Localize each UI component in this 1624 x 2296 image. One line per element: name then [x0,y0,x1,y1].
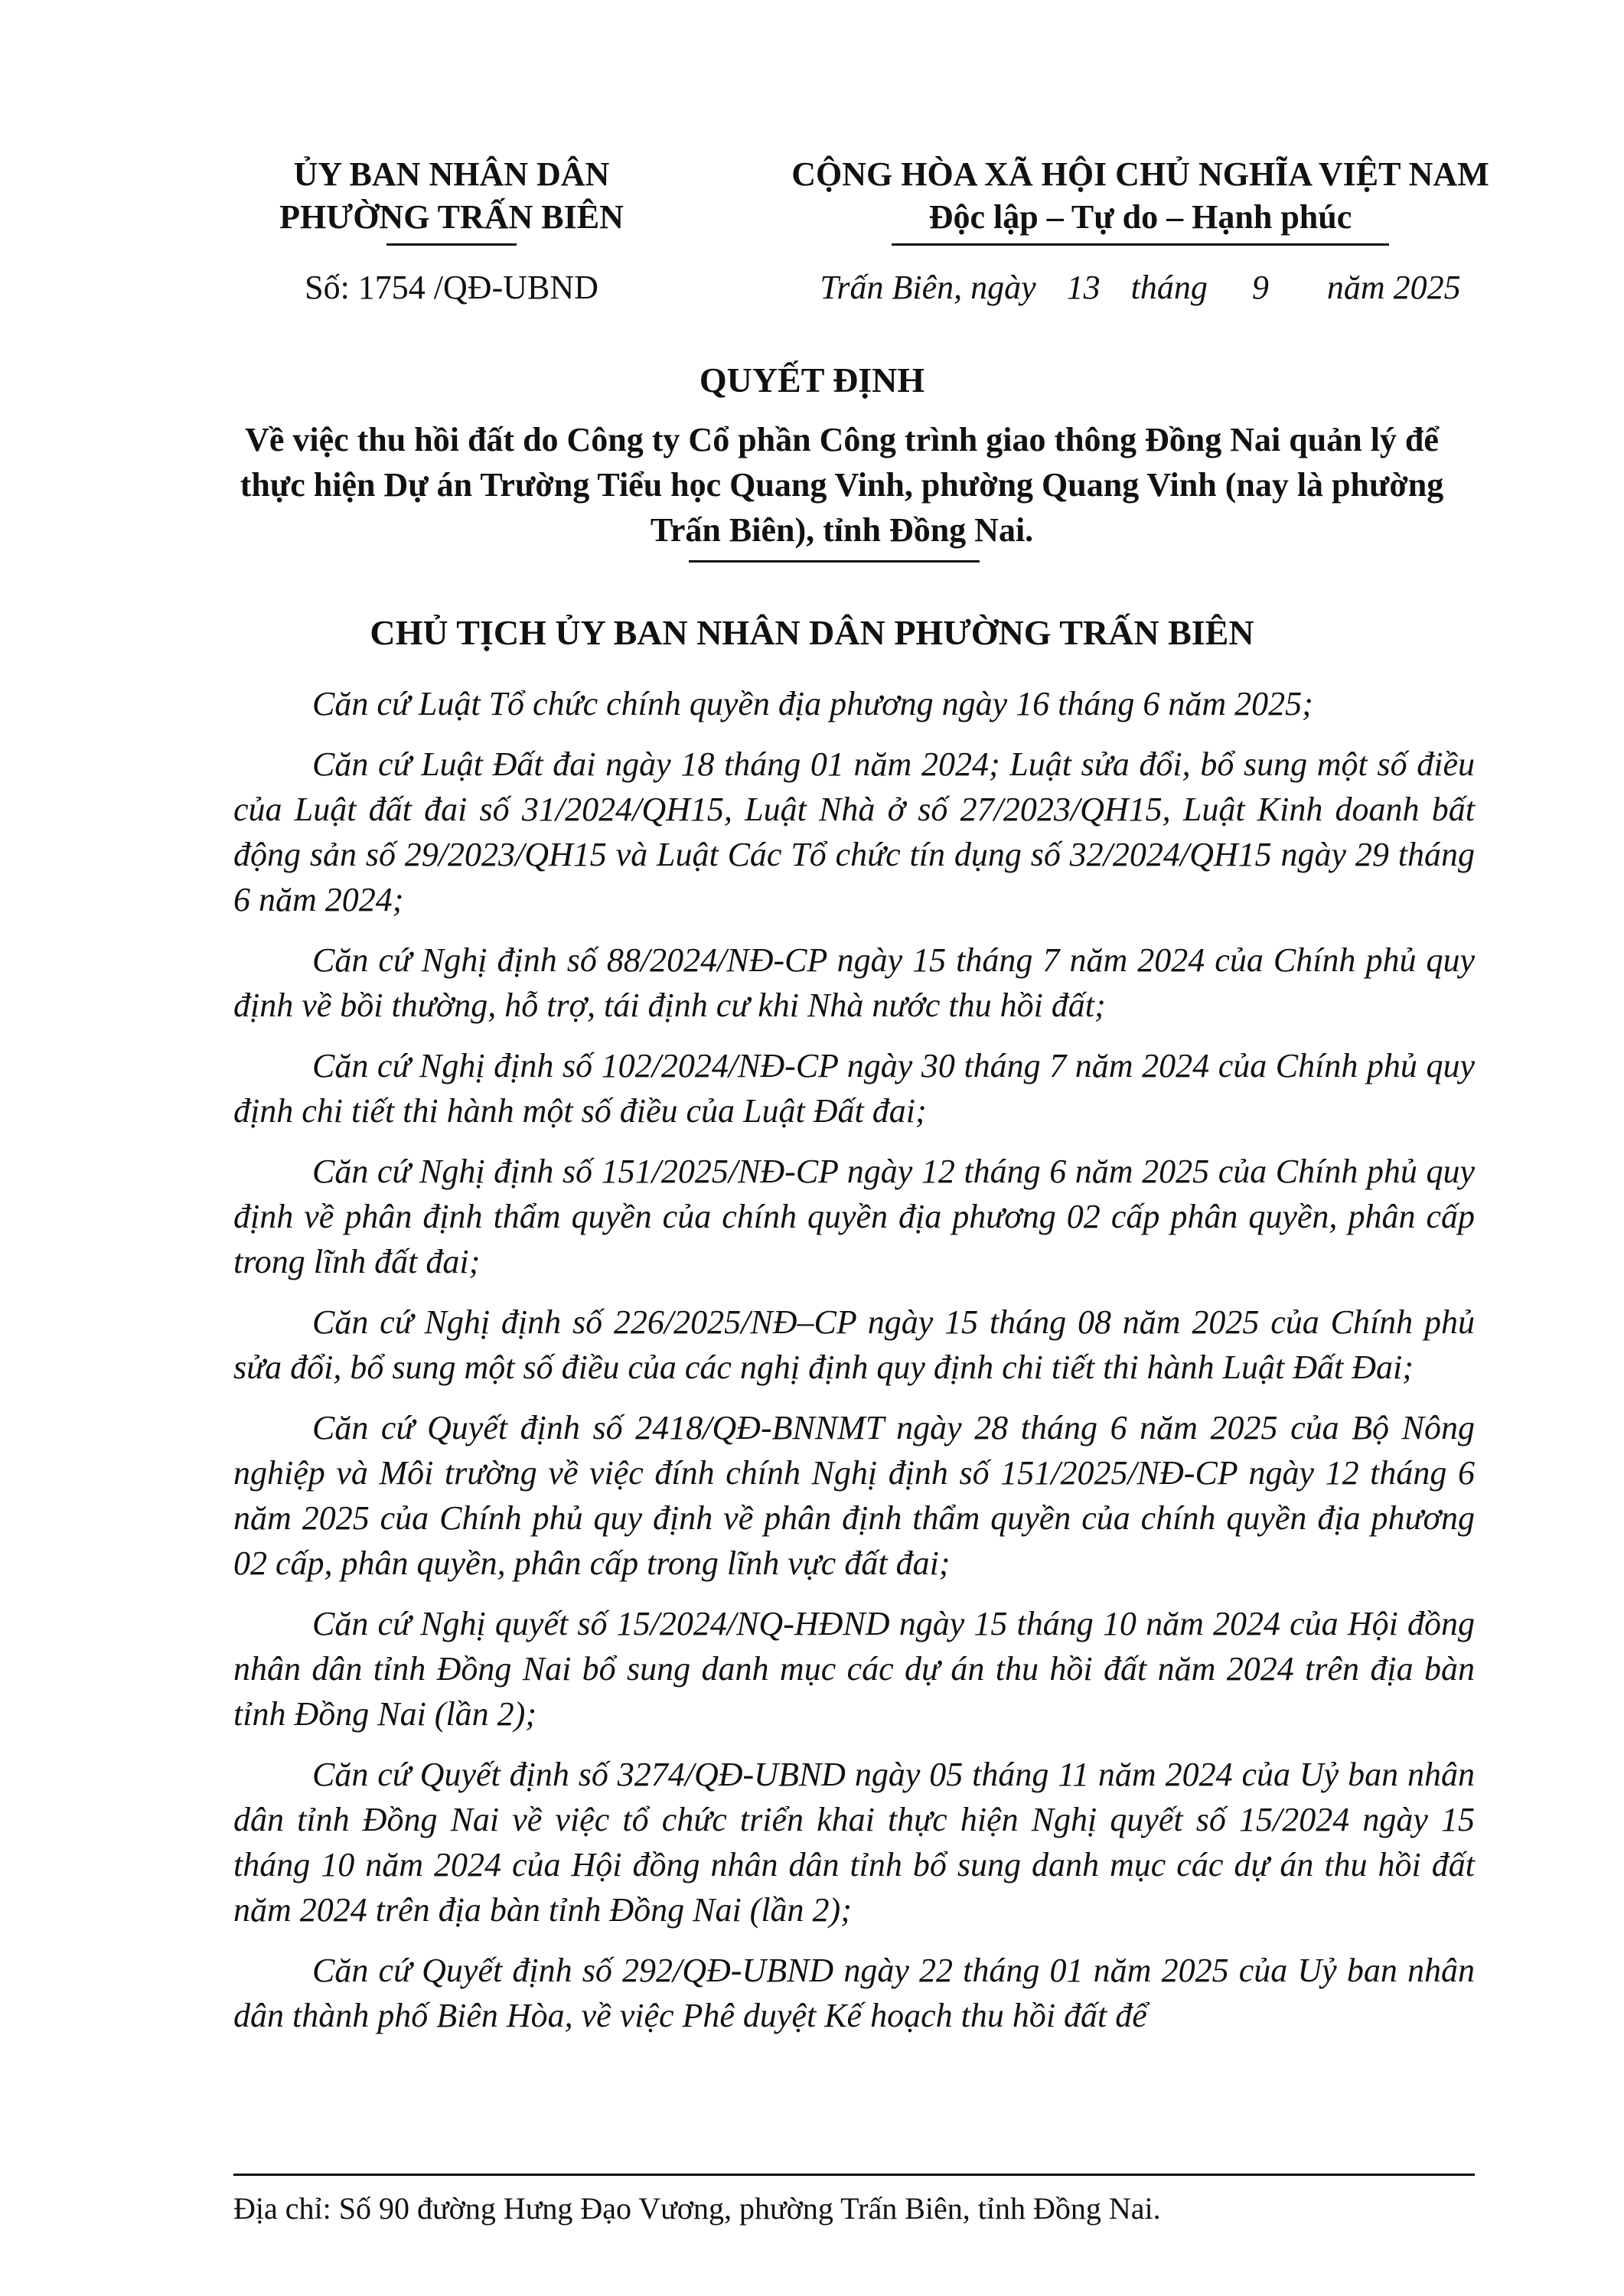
footer-address: Địa chỉ: Số 90 đường Hưng Đạo Vương, phường Trấn Biên, tỉnh Đồng Nai. [233,2191,1161,2226]
footer-divider [233,2174,1475,2176]
basis-paragraph: Căn cứ Nghị định số 102/2024/NĐ-CP ngày 30 tháng 7 năm 2024 của Chính phủ quy định chi tiết thi hành một số điều của Luật Đất đai; [233,1047,1475,1130]
basis-paragraph: Căn cứ Nghị định số 226/2025/NĐ–CP ngày 15 tháng 08 năm 2025 của Chính phủ sửa đổi, bổ sung một số điều của các nghị định quy định chi tiết thi hành Luật Đất Đai; [233,1303,1475,1386]
document-number: Số: 1754 /QĐ-UBND [305,269,598,306]
basis-paragraph: Căn cứ Quyết định số 292/QĐ-UBND ngày 22 tháng 01 năm 2025 của Uỷ ban nhân dân thành phố Biên Hòa, về việc Phê duyệt Kế hoạch thu hồi đất để [233,1952,1475,2034]
basis-paragraph: Căn cứ Quyết định số 3274/QĐ-UBND ngày 05 tháng 11 năm 2024 của Uỷ ban nhân dân tỉnh Đồng Nai về việc tổ chức triển khai thực hiện Nghị quyết số 15/2024 ngày 15 tháng 10 năm 2024 của Hội đồng nhân dân tỉnh bổ sung danh mục các dự án thu hồi đất năm 2024 trên địa bàn tỉnh Đồng Nai (lần 2); [233,1756,1475,1929]
agency-line-2: PHƯỜNG TRẤN BIÊN [279,198,624,236]
date-day: 13 [1066,269,1101,306]
date-prefix: Trấn Biên, ngày [820,269,1036,306]
basis-paragraph: Căn cứ Luật Tổ chức chính quyền địa phương ngày 16 tháng 6 năm 2025; [312,685,1313,722]
basis-paragraph: Căn cứ Quyết định số 2418/QĐ-BNNMT ngày 28 tháng 6 năm 2025 của Bộ Nông nghiệp và Môi trường về việc đính chính Nghị định số 151/2025/NĐ-CP ngày 12 tháng 6 năm 2025 của Chính phủ quy định về phân định thẩm quyền của chính quyền địa phương 02 cấp, phân quyền, phân cấp trong lĩnh vực đất đai; [233,1409,1475,1582]
legal-basis [233,681,1475,2053]
subject-underline [689,560,980,563]
nation-line-1: CỘNG HÒA XÃ HỘI CHỦ NGHĨA VIỆT NAM [791,155,1489,193]
issuer-heading: CHỦ TỊCH ỦY BAN NHÂN DÂN PHƯỜNG TRẤN BIÊN [370,613,1254,652]
basis-paragraph: Căn cứ Nghị định số 88/2024/NĐ-CP ngày 15 tháng 7 năm 2024 của Chính phủ quy định về bồi thường, hỗ trợ, tái định cư khi Nhà nước thu hồi đất; [233,941,1475,1024]
date-month: 9 [1251,269,1269,306]
document-date [758,268,1523,307]
agency-line-1: ỦY BAN NHÂN DÂN [293,155,610,193]
basis-paragraph: Căn cứ Nghị quyết số 15/2024/NQ-HĐND ngày 15 tháng 10 năm 2024 của Hội đồng nhân dân tỉnh Đồng Nai bổ sung danh mục các dự án thu hồi đất năm 2024 trên địa bàn tỉnh Đồng Nai (lần 2); [233,1605,1475,1733]
basis-paragraph: Căn cứ Luật Đất đai ngày 18 tháng 01 năm 2024; Luật sửa đổi, bổ sung một số điều của Luật đất đai số 31/2024/QH15, Luật Nhà ở số 27/2023/QH15, Luật Kinh doanh bất động sản số 29/2023/QH15 và Luật Các Tổ chức tín dụng số 32/2024/QH15 ngày 29 tháng 6 năm 2024; [233,745,1475,918]
agency-header [253,153,651,246]
basis-paragraph: Căn cứ Nghị định số 151/2025/NĐ-CP ngày 12 tháng 6 năm 2025 của Chính phủ quy định về phân định thẩm quyền của chính quyền địa phương 02 cấp phân quyền, phân cấp trong lĩnh đất đai; [233,1153,1475,1280]
document-subject: Về việc thu hồi đất do Công ty Cổ phần Công trình giao thông Đồng Nai quản lý để thực hiện Dự án Trường Tiểu học Quang Vinh, phường Quang Vinh (nay là phường Trấn Biên), tỉnh Đồng Nai. [240,421,1444,549]
document-title: QUYẾT ĐỊNH [699,360,925,400]
date-month-label: tháng [1130,269,1208,306]
date-year: năm 2025 [1326,269,1461,306]
motto-underline [892,243,1389,246]
nation-header [758,153,1523,246]
agency-underline [386,243,517,246]
nation-motto: Độc lập – Tự do – Hạnh phúc [928,198,1352,236]
